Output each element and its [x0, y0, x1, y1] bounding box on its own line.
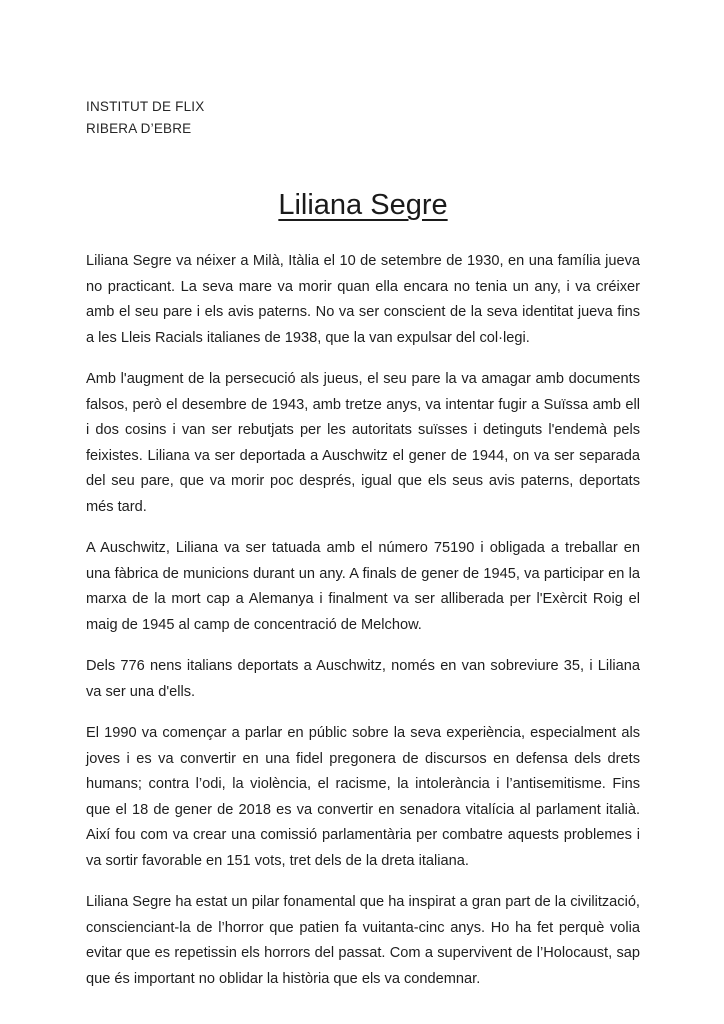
paragraph-birth: Liliana Segre va néixer a Milà, Itàlia el 10 de setembre de 1930, en una família jueva no practicant. La seva mare va morir quan ella encara no tenia un any, i va créixer amb el seu pare i els avis paterns. No va ser conscient de la seva identitat jueva fins a les Lleis Racials italianes de 1938, que la van expulsar del col·legi.: [86, 253, 640, 346]
letterhead: [86, 96, 640, 140]
paragraph-persecution: Amb l'augment de la persecució als jueus, el seu pare la va amagar amb documents falsos, però el desembre de 1943, amb tretze anys, va intentar fugir a Suïssa amb ell i dos cosins i van ser rebutjats per les autoritats suïsses i detinguts l'endemà pels feixistes. Liliana va ser deportada a Auschwitz el gener de 1944, on va ser separada del seu pare, que va morir poc després, igual que els seus avis paterns, deportats més tard.: [86, 371, 640, 515]
paragraph-survivors: Dels 776 nens italians deportats a Auschwitz, només en van sobreviure 35, i Liliana va ser una d'ells.: [86, 658, 640, 700]
letterhead-line-1: INSTITUT DE FLIX: [86, 99, 205, 114]
letterhead-line-2: RIBERA D’EBRE: [86, 121, 192, 136]
document-body: [86, 249, 640, 992]
page-title: Liliana Segre: [278, 189, 448, 221]
paragraph-legacy: Liliana Segre ha estat un pilar fonamental que ha inspirat a gran part de la civilització, conscienciant-la de l’horror que patien fa vuitanta-cinc anys. Ho ha fet perquè volia evitar que es repetissin els horrors del passat. Com a supervivent de l’Holocaust, sap que és important no oblidar la història que els va condemnar.: [86, 894, 640, 987]
paragraph-public-life: El 1990 va començar a parlar en públic sobre la seva experiència, especialment als joves i es va convertir en una fidel pregonera de discursos en defensa dels drets humans; contra l’odi, la violència, el racisme, la intolerància i l’antisemitisme. Fins que el 18 de gener de 2018 es va convertir en senadora vitalícia al parlament italià. Així fou com va crear una comissió parlamentària per combatre aquests problemes i va sortir favorable en 151 vots, tret dels de la dreta italiana.: [86, 725, 640, 869]
paragraph-auschwitz: A Auschwitz, Liliana va ser tatuada amb el número 75190 i obligada a treballar en una fàbrica de municions durant un any. A finals de gener de 1945, va participar en la marxa de la mort cap a Alemanya i finalment va ser alliberada per l'Exèrcit Roig el maig de 1945 al camp de concentració de Melchow.: [86, 540, 640, 633]
